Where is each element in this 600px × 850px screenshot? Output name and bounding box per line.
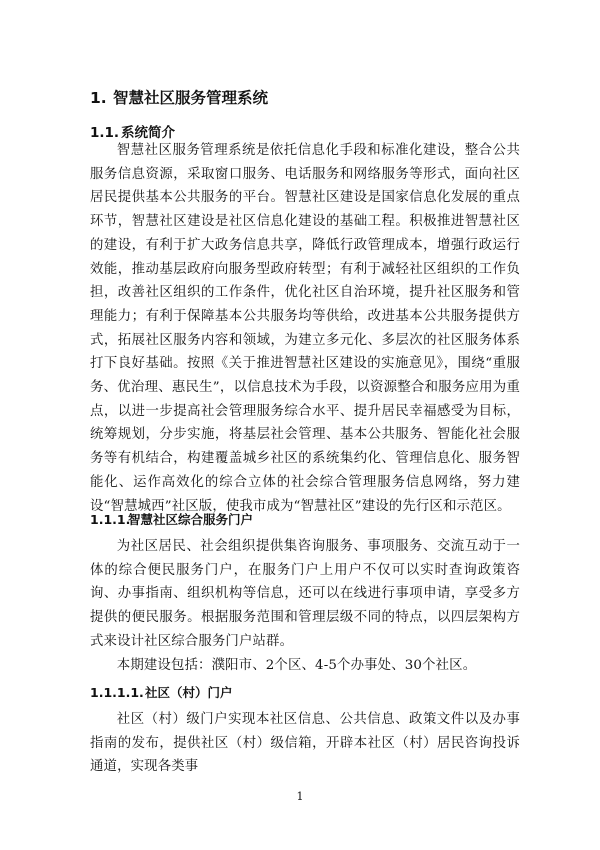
portal-paragraph: 为社区居民、社会组织提供集咨询服务、事项服务、交流互动于一体的综合便民服务门户，在服务门户上用户不仅可以实时查询政策咨询、办事指南、组织机构等信息，还可以在线进行事项申请，享受多方提供的便民服务。根据服务范围和管理层级不同的特点，以四层架构方式来设计社区综合服务门户站群。 <box>90 539 520 649</box>
heading-level-3-number: 1.1.1. <box>90 512 131 527</box>
intro-paragraph: 智慧社区服务管理系统是依托信息化手段和标准化建设，整合公共服务信息资源，采取窗口服务、电话服务和网络服务等形式，面向社区居民提供基本公共服务的平台。智慧社区建设是国家信息化发展的重点环节，智慧社区建设是社区信息化建设的基础工程。积极推进智慧社区的建设，有利于扩大政务信息共享，降低行政管理成本，增强行政运行效能，推动基层政府向服务型政府转型；有利于减轻社区组织的工作负担，改善社区组织的工作条件，优化社区自治环境，提升社区服务和管理能力；有利于保障基本公共服务均等供给，改进基本公共服务提供方式，拓展社区服务内容和领域，为建立多元化、多层次的社区服务体系打下良好基础。按照《关于推进智慧社区建设的实施意见》，围绕“重服务、优治理、惠民生”，以信息技术为手段，以资源整合和服务应用为重点，以进一步提高社会管理服务综合水平、提升居民幸福感受为目标，统筹规划，分步实施，将基层社会管理、基本公共服务、智能化社会服务等有机结合，构建覆盖城乡社区的系统集约化、管理信息化、服务智能化、运作高效化的综合立体的社会综合管理服务信息网络，努力建设“智慧城西”社区版，使我市成为“智慧社区”建设的先行区和示范区。 <box>90 143 520 514</box>
heading-level-3-title: 智慧社区综合服务门户 <box>128 512 254 527</box>
heading-level-2-title: 系统简介 <box>121 125 175 141</box>
community-paragraph: 社区（村）级门户实现本社区信息、公共信息、政策文件以及办事指南的发布，提供社区（村）级信箱，开辟本社区（村）居民咨询投诉通道，实现各类事 <box>90 712 520 775</box>
heading-level-3 <box>90 510 253 528</box>
page-number: 1 <box>296 790 304 803</box>
heading-level-4-number: 1.1.1.1. <box>90 685 144 700</box>
heading-level-4 <box>90 683 233 701</box>
heading-level-1-title: 智慧社区服务管理系统 <box>113 89 269 107</box>
heading-level-4-title: 社区（村）门户 <box>145 685 233 700</box>
heading-level-2-number: 1.1. <box>90 125 120 141</box>
heading-level-2 <box>90 121 175 141</box>
heading-level-1 <box>90 86 268 108</box>
heading-level-1-number: 1. <box>90 89 107 107</box>
scope-paragraph: 本期建设包括：濮阳市、2个区、4-5个办事处、30个社区。 <box>116 658 477 673</box>
